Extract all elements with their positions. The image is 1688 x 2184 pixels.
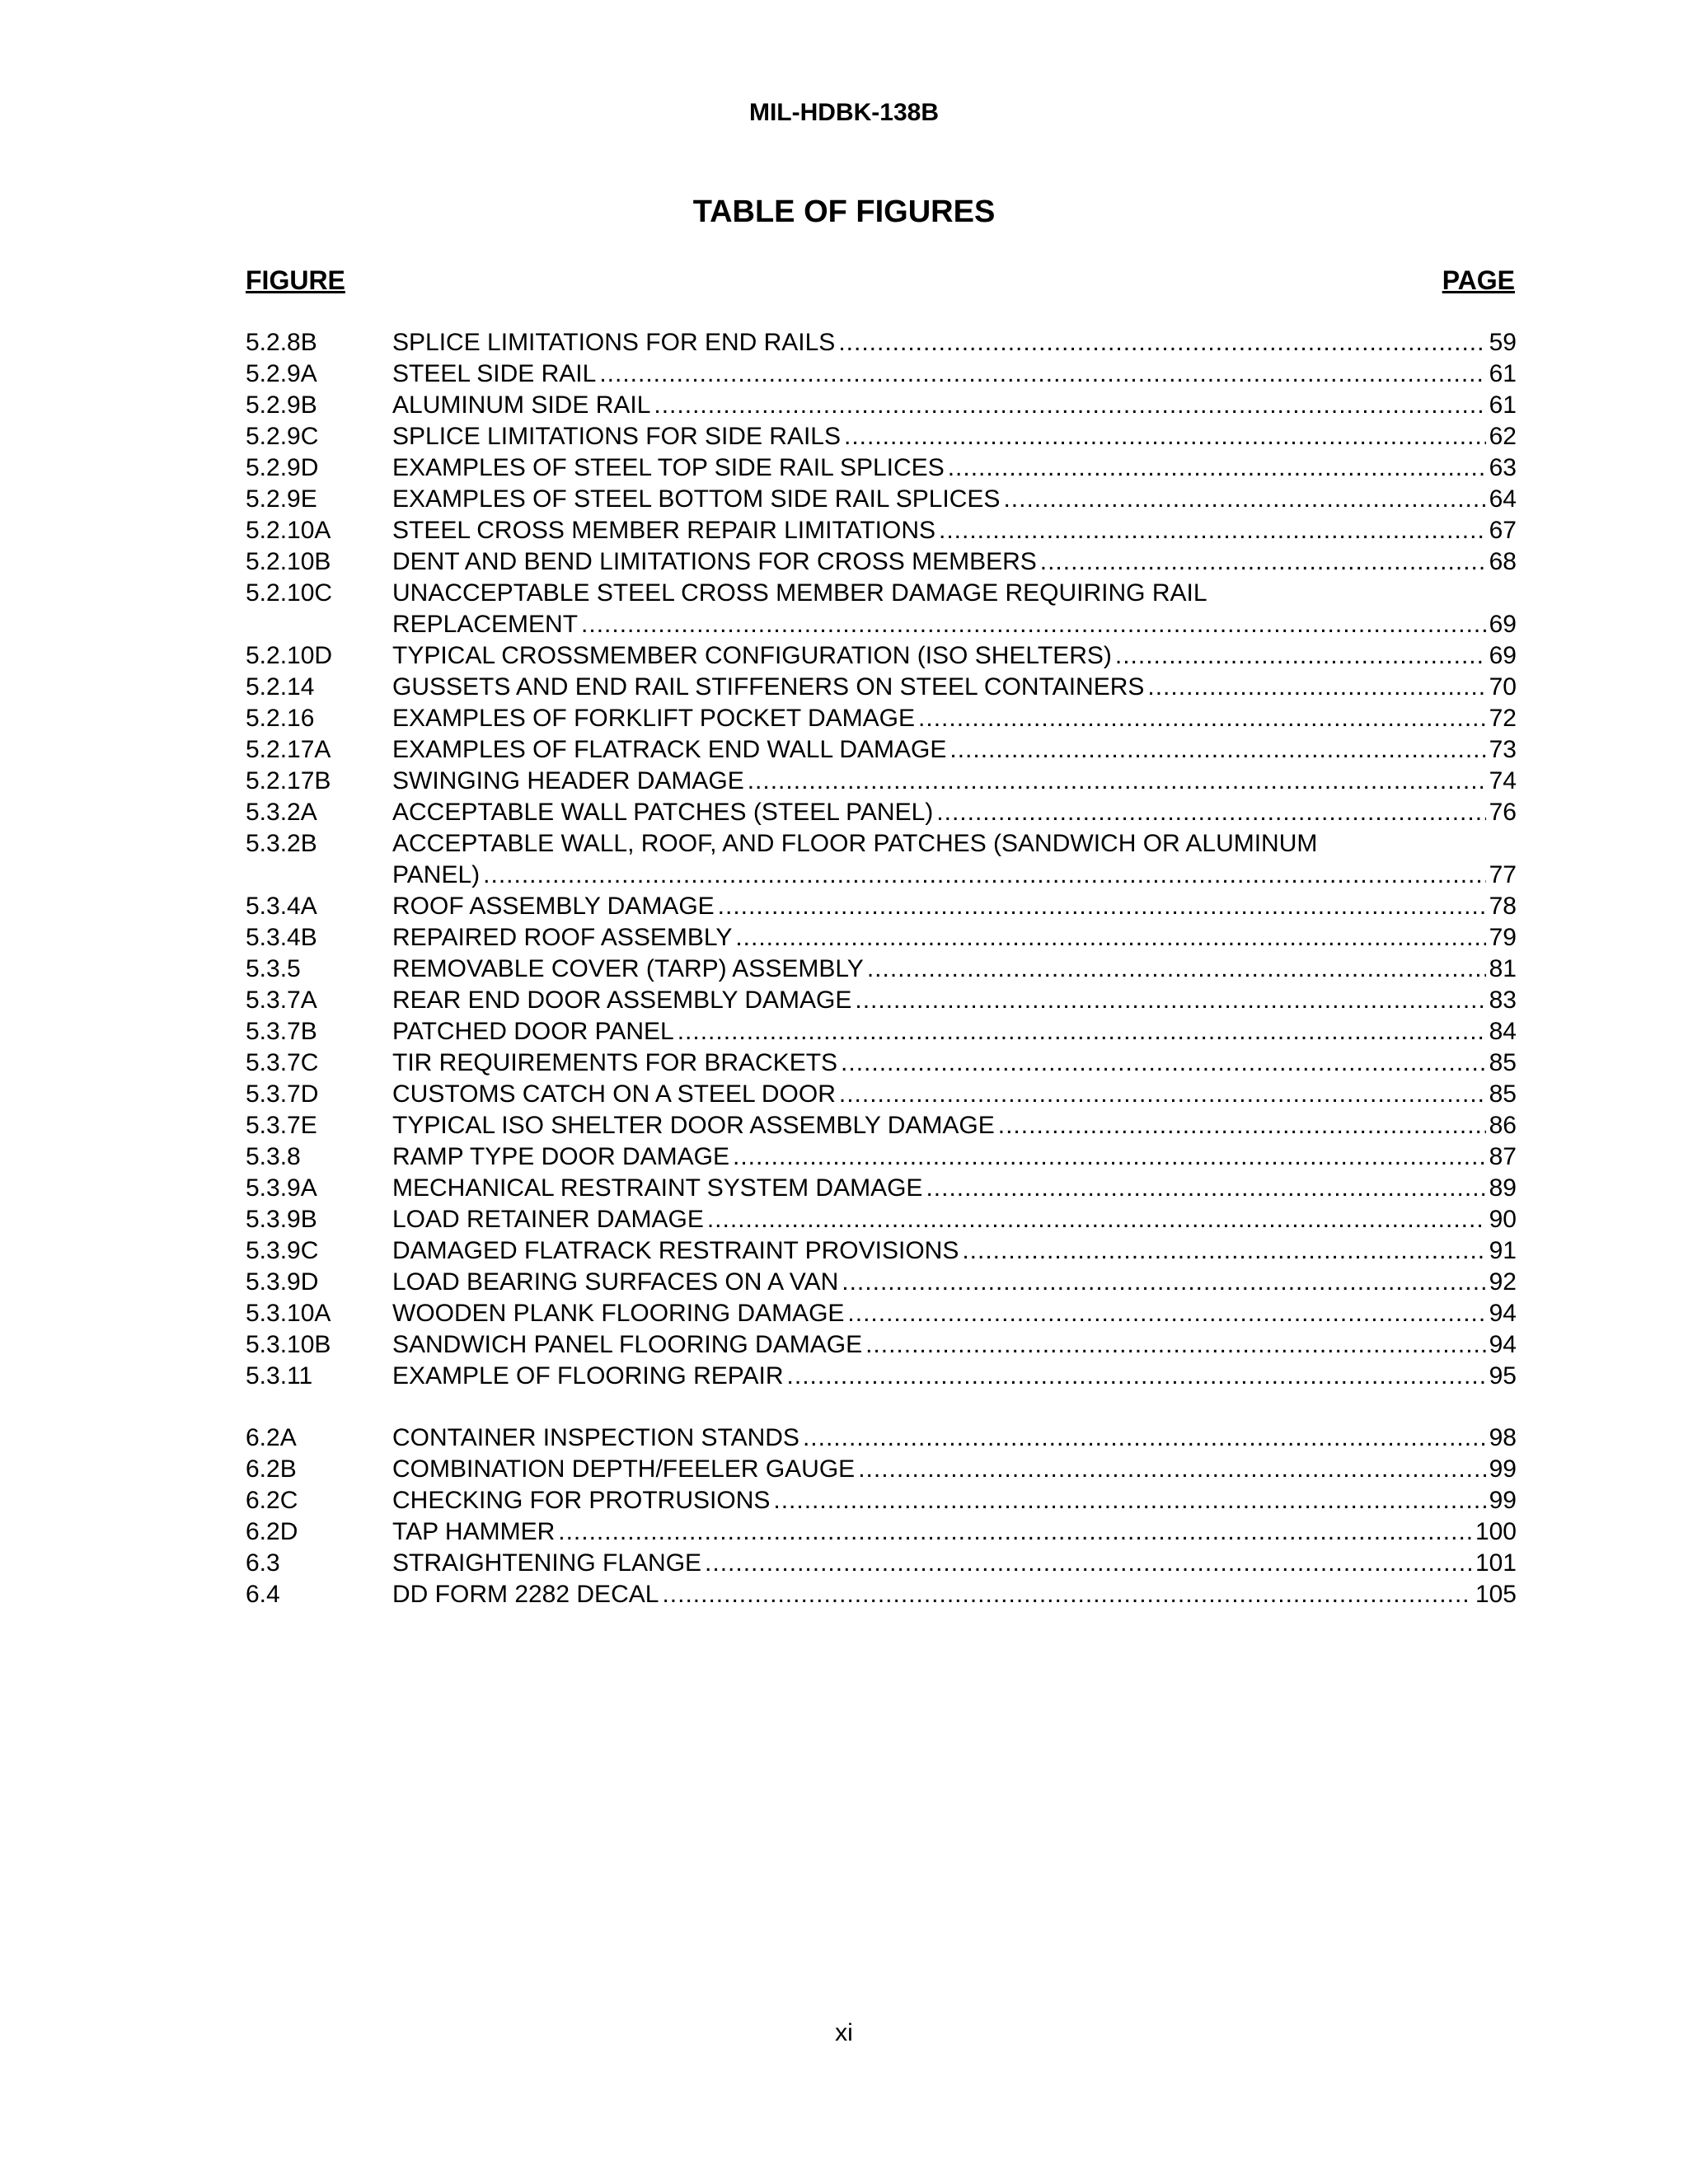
toc-entry	[246, 985, 1517, 1016]
toc-entry	[246, 922, 1517, 954]
toc-entry	[246, 1141, 1517, 1173]
figure-title: ROOF ASSEMBLY DAMAGE	[392, 893, 715, 920]
figure-title: SANDWICH PANEL FLOORING DAMAGE	[392, 1331, 863, 1358]
figure-title: TYPICAL ISO SHELTER DOOR ASSEMBLY DAMAGE	[392, 1112, 995, 1139]
figure-title: CONTAINER INSPECTION STANDS	[392, 1424, 799, 1451]
figure-title: REMOVABLE COVER (TARP) ASSEMBLY	[392, 955, 864, 982]
figure-title: WOODEN PLANK FLOORING DAMAGE	[392, 1300, 845, 1327]
figure-number: 5.3.10B	[246, 1331, 331, 1358]
toc-entry	[246, 1329, 1517, 1361]
toc-entry	[246, 359, 1517, 390]
dot-leader	[662, 1579, 1472, 1610]
dot-leader	[855, 985, 1485, 1016]
dot-leader	[1115, 640, 1486, 672]
figure-number: 5.3.9C	[246, 1237, 319, 1264]
figure-entry	[392, 922, 1517, 954]
figure-title: ACCEPTABLE WALL PATCHES (STEEL PANEL)	[392, 799, 934, 826]
page-title: TABLE OF FIGURES	[692, 194, 996, 229]
figure-number: 5.3.5	[246, 955, 301, 982]
dot-leader	[483, 860, 1485, 891]
figure-number: 5.3.2B	[246, 830, 317, 857]
page-reference: 89	[1489, 1174, 1517, 1202]
toc-entry	[246, 452, 1517, 484]
page-reference: 63	[1489, 454, 1517, 481]
dot-leader	[858, 1454, 1485, 1485]
toc-entry	[246, 797, 1517, 828]
figure-title: DENT AND BEND LIMITATIONS FOR CROSS MEMBERS	[392, 548, 1037, 575]
figure-title: GUSSETS AND END RAIL STIFFENERS ON STEEL CONTAINERS	[392, 673, 1145, 701]
figure-title: STEEL SIDE RAIL	[392, 360, 597, 387]
figure-entry	[392, 1516, 1517, 1548]
page-reference: 69	[1489, 611, 1517, 638]
page-reference: 69	[1489, 642, 1517, 669]
page-reference: 99	[1489, 1455, 1517, 1483]
page-number: xi	[835, 2019, 853, 2046]
figure-title: DAMAGED FLATRACK RESTRAINT PROVISIONS	[392, 1237, 959, 1264]
figure-entry	[392, 797, 1517, 828]
dot-leader	[748, 766, 1486, 797]
page-reference: 74	[1489, 767, 1517, 794]
figure-entry	[392, 1579, 1517, 1610]
figure-title: CHECKING FOR PROTRUSIONS	[392, 1487, 771, 1514]
page-reference: 84	[1489, 1018, 1517, 1045]
page-reference: 70	[1489, 673, 1517, 701]
toc-entry	[246, 954, 1517, 985]
figure-number: 5.3.10A	[246, 1300, 331, 1327]
figure-number: 5.3.7D	[246, 1080, 319, 1108]
page-reference: 68	[1489, 548, 1517, 575]
dot-leader	[865, 1329, 1486, 1361]
figure-entry	[392, 1548, 1517, 1579]
toc-entry	[246, 1422, 1517, 1454]
dot-leader	[803, 1422, 1486, 1454]
figure-number: 5.2.9A	[246, 360, 317, 387]
dot-leader	[733, 1141, 1486, 1173]
toc-entry	[246, 672, 1517, 703]
page-reference: 76	[1489, 799, 1517, 826]
toc-entry	[246, 421, 1517, 452]
toc-entry	[246, 891, 1517, 922]
figure-title: LOAD BEARING SURFACES ON A VAN	[392, 1268, 839, 1296]
dot-leader	[1040, 546, 1486, 578]
dot-leader	[838, 327, 1485, 359]
figure-title: MECHANICAL RESTRAINT SYSTEM DAMAGE	[392, 1174, 923, 1202]
dot-leader	[936, 797, 1485, 828]
figure-number: 5.2.10A	[246, 517, 331, 544]
figure-entry	[392, 452, 1517, 484]
page-reference: 72	[1489, 705, 1517, 732]
dot-leader	[735, 922, 1485, 954]
page-reference: 98	[1489, 1424, 1517, 1451]
figure-entry	[392, 1141, 1517, 1173]
dot-leader	[998, 1110, 1486, 1141]
figure-title: EXAMPLES OF STEEL TOP SIDE RAIL SPLICES	[392, 454, 945, 481]
figure-title: ACCEPTABLE WALL, ROOF, AND FLOOR PATCHES (SANDWICH OR ALUMINUM	[392, 830, 1318, 857]
figure-entry	[392, 672, 1517, 703]
figure-title: TYPICAL CROSSMEMBER CONFIGURATION (ISO SHELTERS)	[392, 642, 1112, 669]
figure-number: 5.2.9D	[246, 454, 319, 481]
figure-title: EXAMPLES OF FORKLIFT POCKET DAMAGE	[392, 705, 916, 732]
dot-leader	[599, 359, 1485, 390]
figure-entry	[392, 578, 1517, 640]
toc-entry	[246, 734, 1517, 766]
page-reference: 85	[1489, 1080, 1517, 1108]
figure-number: 5.2.9C	[246, 423, 319, 450]
figure-title: EXAMPLE OF FLOORING REPAIR	[392, 1362, 784, 1390]
figure-title: ALUMINUM SIDE RAIL	[392, 391, 651, 419]
page-reference: 87	[1489, 1143, 1517, 1170]
figure-entry	[392, 421, 1517, 452]
toc-entry	[246, 1579, 1517, 1610]
figure-entry	[392, 1047, 1517, 1079]
figure-entry	[392, 1079, 1517, 1110]
dot-leader	[948, 452, 1486, 484]
figure-title: EXAMPLES OF FLATRACK END WALL DAMAGE	[392, 736, 947, 763]
figure-title: SPLICE LIMITATIONS FOR END RAILS	[392, 329, 836, 356]
figure-entry	[392, 515, 1517, 546]
page-reference: 64	[1489, 485, 1517, 513]
figure-number: 5.3.7B	[246, 1018, 317, 1045]
page-reference: 61	[1489, 360, 1517, 387]
figure-title: STRAIGHTENING FLANGE	[392, 1549, 702, 1577]
figure-entry	[392, 327, 1517, 359]
dot-leader	[707, 1204, 1486, 1235]
dot-leader	[1003, 484, 1485, 515]
figure-number: 5.2.10D	[246, 642, 333, 669]
figure-title: REPAIRED ROOF ASSEMBLY	[392, 924, 733, 951]
page-reference: 101	[1475, 1549, 1517, 1577]
figure-title: EXAMPLES OF STEEL BOTTOM SIDE RAIL SPLICES	[392, 485, 1001, 513]
page-reference: 67	[1489, 517, 1517, 544]
figure-entry	[392, 766, 1517, 797]
toc-entry	[246, 1204, 1517, 1235]
figure-number: 6.4	[246, 1581, 280, 1608]
page-reference: 94	[1489, 1331, 1517, 1358]
figure-entry	[392, 954, 1517, 985]
figure-title: DD FORM 2282 DECAL	[392, 1581, 659, 1608]
figure-entry	[392, 1110, 1517, 1141]
dot-leader	[847, 1298, 1485, 1329]
dot-leader	[718, 891, 1486, 922]
dot-leader	[1147, 672, 1485, 703]
page-reference: 59	[1489, 329, 1517, 356]
figure-entry	[392, 1454, 1517, 1485]
figure-number: 5.3.7E	[246, 1112, 317, 1139]
figure-title: STEEL CROSS MEMBER REPAIR LIMITATIONS	[392, 517, 935, 544]
toc-entry	[246, 1047, 1517, 1079]
figure-number: 5.3.11	[246, 1362, 313, 1390]
figure-title: REPLACEMENT	[392, 611, 579, 638]
figure-entry	[392, 1235, 1517, 1267]
toc-entry	[246, 1298, 1517, 1329]
toc-entry	[246, 703, 1517, 734]
figure-title: TAP HAMMER	[392, 1518, 556, 1545]
figure-title: TIR REQUIREMENTS FOR BRACKETS	[392, 1049, 838, 1076]
dot-leader	[939, 515, 1486, 546]
toc-entry	[246, 1516, 1517, 1548]
figure-entry	[392, 1016, 1517, 1047]
page-reference: 83	[1489, 987, 1517, 1014]
figure-number: 6.2D	[246, 1518, 298, 1545]
toc-entry	[246, 828, 1517, 891]
toc-entry	[246, 515, 1517, 546]
figure-entry	[392, 1204, 1517, 1235]
page-reference: 90	[1489, 1206, 1517, 1233]
figure-number: 5.2.10C	[246, 579, 333, 607]
dot-leader	[918, 703, 1486, 734]
figure-title: PANEL)	[392, 861, 481, 888]
figure-entry	[392, 703, 1517, 734]
figure-entry	[392, 985, 1517, 1016]
page-reference: 86	[1489, 1112, 1517, 1139]
figure-entry	[392, 546, 1517, 578]
figure-entry	[392, 359, 1517, 390]
toc-entry	[246, 1485, 1517, 1516]
page-reference: 95	[1489, 1362, 1517, 1390]
figure-number: 5.3.4A	[246, 893, 317, 920]
figure-number: 6.2B	[246, 1455, 297, 1483]
toc-entry	[246, 1079, 1517, 1110]
figure-entry	[392, 1361, 1517, 1392]
figure-title: LOAD RETAINER DAMAGE	[392, 1206, 704, 1233]
toc-entry	[246, 640, 1517, 672]
figure-column-header: FIGURE	[246, 265, 345, 295]
figure-entry	[392, 1422, 1517, 1454]
page-reference: 78	[1489, 893, 1517, 920]
figure-number: 5.3.9B	[246, 1206, 317, 1233]
figure-number: 5.3.2A	[246, 799, 317, 826]
toc-entry	[246, 1454, 1517, 1485]
figure-entry	[392, 1298, 1517, 1329]
dot-leader	[839, 1079, 1486, 1110]
toc-entry	[246, 1235, 1517, 1267]
figure-entry	[392, 640, 1517, 672]
figure-entry	[392, 734, 1517, 766]
dot-leader	[926, 1173, 1485, 1204]
figure-number: 5.3.9D	[246, 1268, 319, 1296]
dot-leader	[654, 390, 1485, 421]
figure-number: 5.2.9B	[246, 391, 317, 419]
figure-entry	[392, 891, 1517, 922]
table-of-figures-list	[246, 327, 1517, 1610]
dot-leader	[950, 734, 1485, 766]
figure-number: 5.2.17A	[246, 736, 331, 763]
dot-leader	[705, 1548, 1472, 1579]
page-reference: 105	[1475, 1581, 1517, 1608]
dot-leader	[962, 1235, 1485, 1267]
page-reference: 61	[1489, 391, 1517, 419]
page-reference: 94	[1489, 1300, 1517, 1327]
dot-leader	[867, 954, 1486, 985]
figure-number: 5.2.10B	[246, 548, 331, 575]
page-reference: 91	[1489, 1237, 1517, 1264]
figure-number: 5.2.17B	[246, 767, 331, 794]
figure-entry	[392, 1267, 1517, 1298]
document-id: MIL-HDBK-138B	[748, 99, 939, 126]
page-reference: 81	[1489, 955, 1517, 982]
toc-entry	[246, 1173, 1517, 1204]
dot-leader	[842, 1267, 1485, 1298]
dot-leader	[773, 1485, 1485, 1516]
figure-entry	[392, 828, 1517, 891]
figure-title: UNACCEPTABLE STEEL CROSS MEMBER DAMAGE REQUIRING RAIL	[392, 579, 1207, 607]
figure-entry	[392, 390, 1517, 421]
figure-title: REAR END DOOR ASSEMBLY DAMAGE	[392, 987, 852, 1014]
figure-title: RAMP TYPE DOOR DAMAGE	[392, 1143, 729, 1170]
dot-leader	[787, 1361, 1486, 1392]
dot-leader	[841, 1047, 1486, 1079]
toc-entry	[246, 1361, 1517, 1392]
toc-entry	[246, 390, 1517, 421]
page-column-header: PAGE	[1442, 265, 1515, 295]
page-reference: 100	[1475, 1518, 1517, 1545]
toc-entry	[246, 1267, 1517, 1298]
figure-entry	[392, 1329, 1517, 1361]
toc-entry	[246, 1548, 1517, 1579]
figure-title: PATCHED DOOR PANEL	[392, 1018, 674, 1045]
toc-entry	[246, 578, 1517, 640]
toc-entry	[246, 1016, 1517, 1047]
toc-entry	[246, 546, 1517, 578]
figure-number: 5.2.14	[246, 673, 315, 701]
dot-leader	[581, 609, 1486, 640]
toc-entry	[246, 484, 1517, 515]
figure-number: 5.3.7A	[246, 987, 317, 1014]
figure-entry	[392, 484, 1517, 515]
figure-title: COMBINATION DEPTH/FEELER GAUGE	[392, 1455, 856, 1483]
figure-entry	[392, 1485, 1517, 1516]
figure-number: 5.3.8	[246, 1143, 301, 1170]
page-reference: 77	[1489, 861, 1517, 888]
figure-number: 6.3	[246, 1549, 280, 1577]
figure-number: 5.2.16	[246, 705, 315, 732]
toc-entry	[246, 766, 1517, 797]
page-reference: 73	[1489, 736, 1517, 763]
toc-entry	[246, 327, 1517, 359]
figure-number: 5.2.9E	[246, 485, 317, 513]
page-reference: 92	[1489, 1268, 1517, 1296]
figure-title: SPLICE LIMITATIONS FOR SIDE RAILS	[392, 423, 841, 450]
figure-entry	[392, 1173, 1517, 1204]
page-reference: 79	[1489, 924, 1517, 951]
figure-number: 6.2C	[246, 1487, 298, 1514]
figure-title: SWINGING HEADER DAMAGE	[392, 767, 744, 794]
page-reference: 62	[1489, 423, 1517, 450]
figure-title: CUSTOMS CATCH ON A STEEL DOOR	[392, 1080, 836, 1108]
dot-leader	[558, 1516, 1472, 1548]
figure-number: 6.2A	[246, 1424, 297, 1451]
toc-entry	[246, 1110, 1517, 1141]
page-reference: 85	[1489, 1049, 1517, 1076]
dot-leader	[844, 421, 1486, 452]
page-reference: 99	[1489, 1487, 1517, 1514]
dot-leader	[678, 1016, 1486, 1047]
figure-number: 5.3.7C	[246, 1049, 319, 1076]
figure-number: 5.3.4B	[246, 924, 317, 951]
figure-number: 5.2.8B	[246, 329, 317, 356]
figure-number: 5.3.9A	[246, 1174, 317, 1202]
